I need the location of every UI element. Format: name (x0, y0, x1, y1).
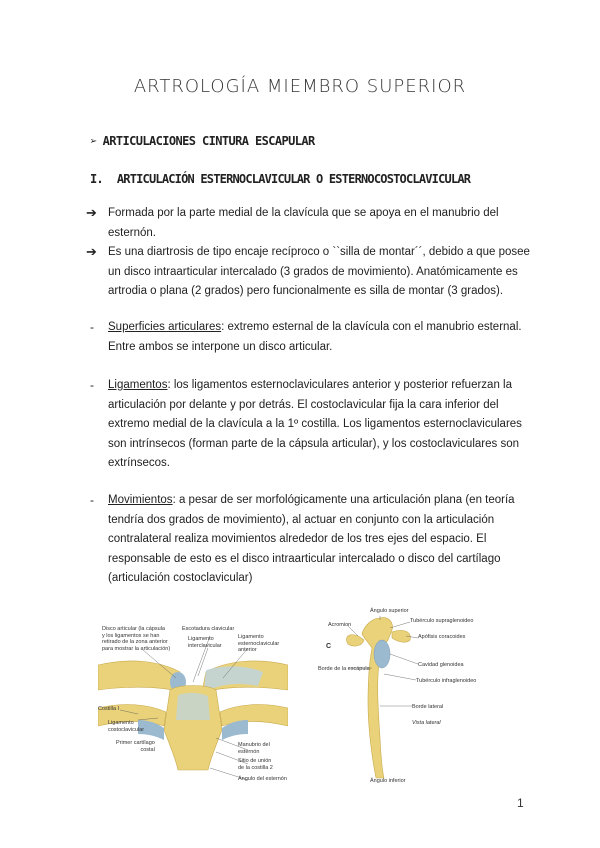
page-number: 1 (517, 796, 524, 810)
label-costilla: Costilla I (98, 706, 120, 712)
text-line: Movimientos: a pesar de ser morfológicamente una articulación plana (en teoría (108, 494, 515, 506)
arrow-bullet-icon: ➔ (86, 205, 97, 220)
label-angulo-superior: Ángulo superior (370, 608, 409, 614)
label-lig-costoclavicular: Ligamento costoclavicular (108, 720, 145, 733)
bullet-paragraph (108, 243, 530, 302)
label-escotadura: Escotadura clavicular (182, 626, 235, 632)
text-line: extremo medial de la clavícula a la 1º costilla. Los ligamentos esternoclaviculares (108, 418, 522, 430)
subsection-heading-text: ARTICULACIÓN ESTERNOCLAVICULAR O ESTERNOCOSTOCLAVICULAR (116, 172, 471, 186)
text-line: contralateral realiza movimientos alrededor de los tres ejes del espacio. El (108, 533, 487, 545)
text-line: Formada por la parte medial de la clavícula que se apoya en el manubrio del (108, 207, 499, 219)
label-acromion: Acromion (328, 622, 352, 628)
term: Movimientos (108, 494, 173, 506)
item-paragraph (108, 491, 515, 589)
item-paragraph (108, 376, 522, 474)
dash-bullet: - (90, 320, 94, 334)
label-sitio-union: Sitio de unión de la costilla 2 (238, 758, 273, 771)
section-heading-text: ARTICULACIONES CINTURA ESCAPULAR (102, 134, 315, 148)
text-line: artrodia o plana (2 grados) pero funcionalmente es silla de montar (3 grados). (108, 285, 504, 297)
text-line: Ligamentos: los ligamentos esternoclaviculares anterior y posterior refuerzan la (108, 379, 512, 391)
text-line: esternón. (108, 226, 156, 239)
label-tuberculo-infra: Tubérculo infraglenoideo (416, 678, 477, 684)
label-primer-cartilago: Primer cartílago costal (116, 740, 155, 753)
text-line: Entre ambos se interpone un disco articular. (108, 340, 333, 353)
label-borde-lateral: Borde lateral (412, 704, 444, 710)
subsection-number: I. (90, 172, 103, 186)
term: Superficies articulares (108, 321, 222, 333)
label-angulo-esternon: Ángulo del esternón (238, 776, 287, 782)
text-line: tendría dos grados de movimiento), al actuar en conjunto con la articulación (108, 513, 495, 526)
label-vista-lateral: Vista lateral (412, 720, 441, 726)
section-heading (90, 134, 315, 148)
arrow-bullet-icon: ➔ (86, 244, 97, 259)
subsection-heading (90, 172, 470, 186)
label-lig-esternoclavicular: Ligamento esternoclavicular anterior (238, 634, 280, 653)
label-angulo-inferior: Ángulo inferior (370, 778, 406, 784)
text-line: responsable de esto es el disco intraarticular intercalado o disco del cartílago (108, 552, 501, 565)
dash-bullet: - (90, 493, 94, 507)
label-lig-interclavicular: Ligamento interclavicular (188, 636, 222, 649)
text-line: extrínsecos. (108, 457, 170, 469)
sternoclavicular-figure (98, 620, 288, 785)
item-paragraph (108, 318, 522, 357)
label-letter: C (326, 643, 332, 650)
text-line: (articulación costoclavicular) (108, 572, 253, 584)
label-disco-articular: Disco articular (la cápsula y los ligamentos se han retirado de la zona anterior para mostrar la articulación) (102, 626, 171, 652)
text-line: un disco intraarticular intercalado (3 grados de movimiento). Anatómicamente es (108, 265, 518, 278)
text-line: Es una diartrosis de tipo encaje recíproco o ``silla de montar´´, debido a que posee (108, 246, 530, 258)
page-title: ARTROLOGÍA MIEMBRO SUPERIOR (133, 76, 467, 97)
label-cavidad-glenoidea: Cavidad glenoidea (418, 662, 464, 668)
label-coracoides: Apófisis coracoides (418, 634, 466, 640)
label-borde-escapula: Borde de la escápula (318, 666, 370, 672)
dash-bullet: - (90, 378, 94, 392)
bullet-paragraph (108, 204, 499, 243)
scapula-figure (318, 608, 478, 783)
arrow-bullet-icon: ➢ (90, 134, 97, 148)
label-manubrio: Manubrio del esternón (238, 742, 270, 755)
label-tuberculo-supra: Tubérculo supraglenoideo (410, 618, 474, 624)
text-line: son intrínsecos (forman parte de la cápsula articular), y los costoclaviculares son (108, 437, 519, 450)
text-line: Superficies articulares: extremo esternal de la clavícula con el manubrio esternal. (108, 321, 522, 333)
text-line: articulación por delante y por detrás. El costoclavicular fija la cara inferior del (108, 398, 499, 411)
term: Ligamentos (108, 379, 168, 391)
